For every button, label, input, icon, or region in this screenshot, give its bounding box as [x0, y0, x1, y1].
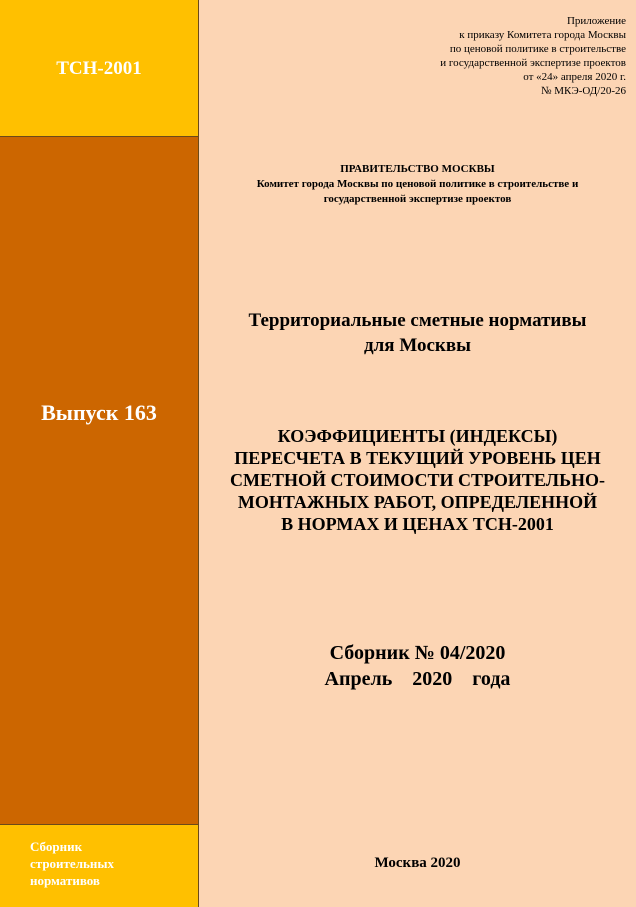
collection-info [199, 640, 636, 692]
committee-line: государственной экспертизе проектов [323, 193, 512, 205]
appendix-line: и государственной экспертизе проектов [440, 57, 626, 69]
subject-line: КОЭФФИЦИЕНТЫ (ИНДЕКСЫ) [277, 426, 558, 446]
series-line: Сборник [30, 839, 83, 854]
government-header [199, 162, 636, 207]
appendix-line: Приложение [566, 15, 626, 27]
subject-line: ПЕРЕСЧЕТА В ТЕКУЩИЙ УРОВЕНЬ ЦЕН [234, 448, 601, 468]
norms-title [199, 308, 636, 358]
appendix-note [440, 14, 626, 98]
subject-line: МОНТАЖНЫХ РАБОТ, ОПРЕДЕЛЕННОЙ [237, 492, 598, 512]
appendix-line: по ценовой политике в строительстве [449, 43, 626, 55]
series-line: нормативов [30, 873, 100, 888]
series-line: строительных [30, 856, 114, 871]
series-name [30, 838, 114, 889]
government-title: ПРАВИТЕЛЬСТВО МОСКВЫ [340, 163, 495, 175]
appendix-line: от «24» апреля 2020 г. [523, 71, 626, 83]
sidebar-top-panel [0, 0, 198, 137]
collection-date: Апрель 2020 года [324, 668, 511, 690]
subject-line: В НОРМАХ И ЦЕНАХ ТСН-2001 [281, 514, 554, 534]
sidebar-middle-panel [0, 137, 198, 825]
committee-line: Комитет города Москвы по ценовой политике в строительстве и [256, 178, 579, 190]
appendix-line: № МКЭ-ОД/20-26 [540, 85, 626, 97]
document-subject [199, 425, 636, 535]
collection-number: Сборник № 04/2020 [329, 642, 506, 664]
city-year: Москва 2020 [374, 855, 461, 871]
issue-number: Выпуск 163 [41, 400, 157, 425]
norm-code: ТСН-2001 [56, 58, 142, 79]
appendix-line: к приказу Комитета города Москвы [459, 29, 626, 41]
subject-line: СМЕТНОЙ СТОИМОСТИ СТРОИТЕЛЬНО- [230, 470, 605, 490]
cover-main [199, 0, 636, 907]
norms-title-line: Территориальные сметные нормативы [248, 310, 587, 331]
cover-sidebar [0, 0, 199, 907]
norms-title-line: для Москвы [364, 335, 471, 356]
